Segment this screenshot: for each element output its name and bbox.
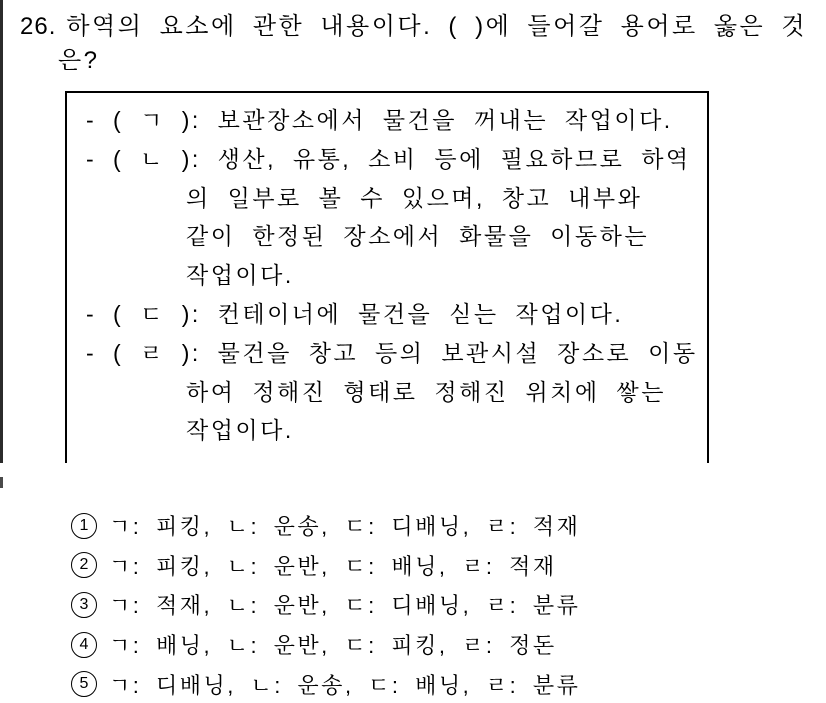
question-stem-line2: 은? — [58, 47, 100, 74]
answer-option-3[interactable] — [71, 585, 771, 625]
passage-line-digeut: - ( ㄷ ): 컨테이너에 물건을 싣는 작업이다. — [86, 300, 624, 327]
question-stem-line1 — [20, 12, 807, 42]
answer-option-2[interactable] — [71, 546, 771, 586]
passage-line-rieul-cont2: 작업이다. — [186, 417, 294, 444]
question-text: 하역의 요소에 관한 내용이다. ( )에 들어갈 용어로 옳은 것 — [66, 13, 808, 40]
answer-option-4[interactable] — [71, 625, 771, 665]
option-2-text: ㄱ: 피킹, ㄴ: 운반, ㄷ: 배닝, ㄹ: 적재 — [109, 553, 557, 579]
question-number: 26. — [20, 13, 57, 40]
option-5-number-circle: 5 — [71, 671, 97, 697]
option-3-number-circle: 3 — [71, 592, 97, 618]
answer-option-5[interactable] — [71, 664, 771, 703]
answer-option-1[interactable] — [71, 506, 771, 546]
passage-line-nieun-cont2: 같이 한정된 장소에서 화물을 이동하는 — [186, 223, 650, 250]
option-5-text: ㄱ: 디배닝, ㄴ: 운송, ㄷ: 배닝, ㄹ: 분류 — [109, 672, 581, 698]
option-1-number-circle: 1 — [71, 513, 97, 539]
option-1-text: ㄱ: 피킹, ㄴ: 운송, ㄷ: 디배닝, ㄹ: 적재 — [109, 514, 581, 540]
column-divider-rule — [0, 0, 3, 463]
passage-box — [65, 91, 709, 463]
passage-line-rieul-cont1: 하여 정해진 형태로 정해진 위치에 쌓는 — [186, 378, 666, 405]
option-3-text: ㄱ: 적재, ㄴ: 운반, ㄷ: 디배닝, ㄹ: 분류 — [109, 593, 581, 619]
passage-line-giyeok: - ( ㄱ ): 보관장소에서 물건을 꺼내는 작업이다. — [86, 107, 673, 133]
passage-line-rieul: - ( ㄹ ): 물건을 창고 등의 보관시설 장소로 이동 — [86, 339, 698, 366]
passage-line-nieun-cont3: 작업이다. — [186, 262, 294, 289]
option-4-number-circle: 4 — [71, 632, 97, 658]
option-4-text: ㄱ: 배닝, ㄴ: 운반, ㄷ: 피킹, ㄹ: 정돈 — [109, 633, 557, 659]
answer-options — [71, 506, 771, 703]
column-divider-tick — [0, 477, 3, 488]
option-2-number-circle: 2 — [71, 552, 97, 578]
passage-line-nieun-cont1: 의 일부로 볼 수 있으며, 창고 내부와 — [186, 184, 643, 211]
passage-line-nieun: - ( ㄴ ): 생산, 유통, 소비 등에 필요하므로 하역 — [86, 145, 691, 172]
